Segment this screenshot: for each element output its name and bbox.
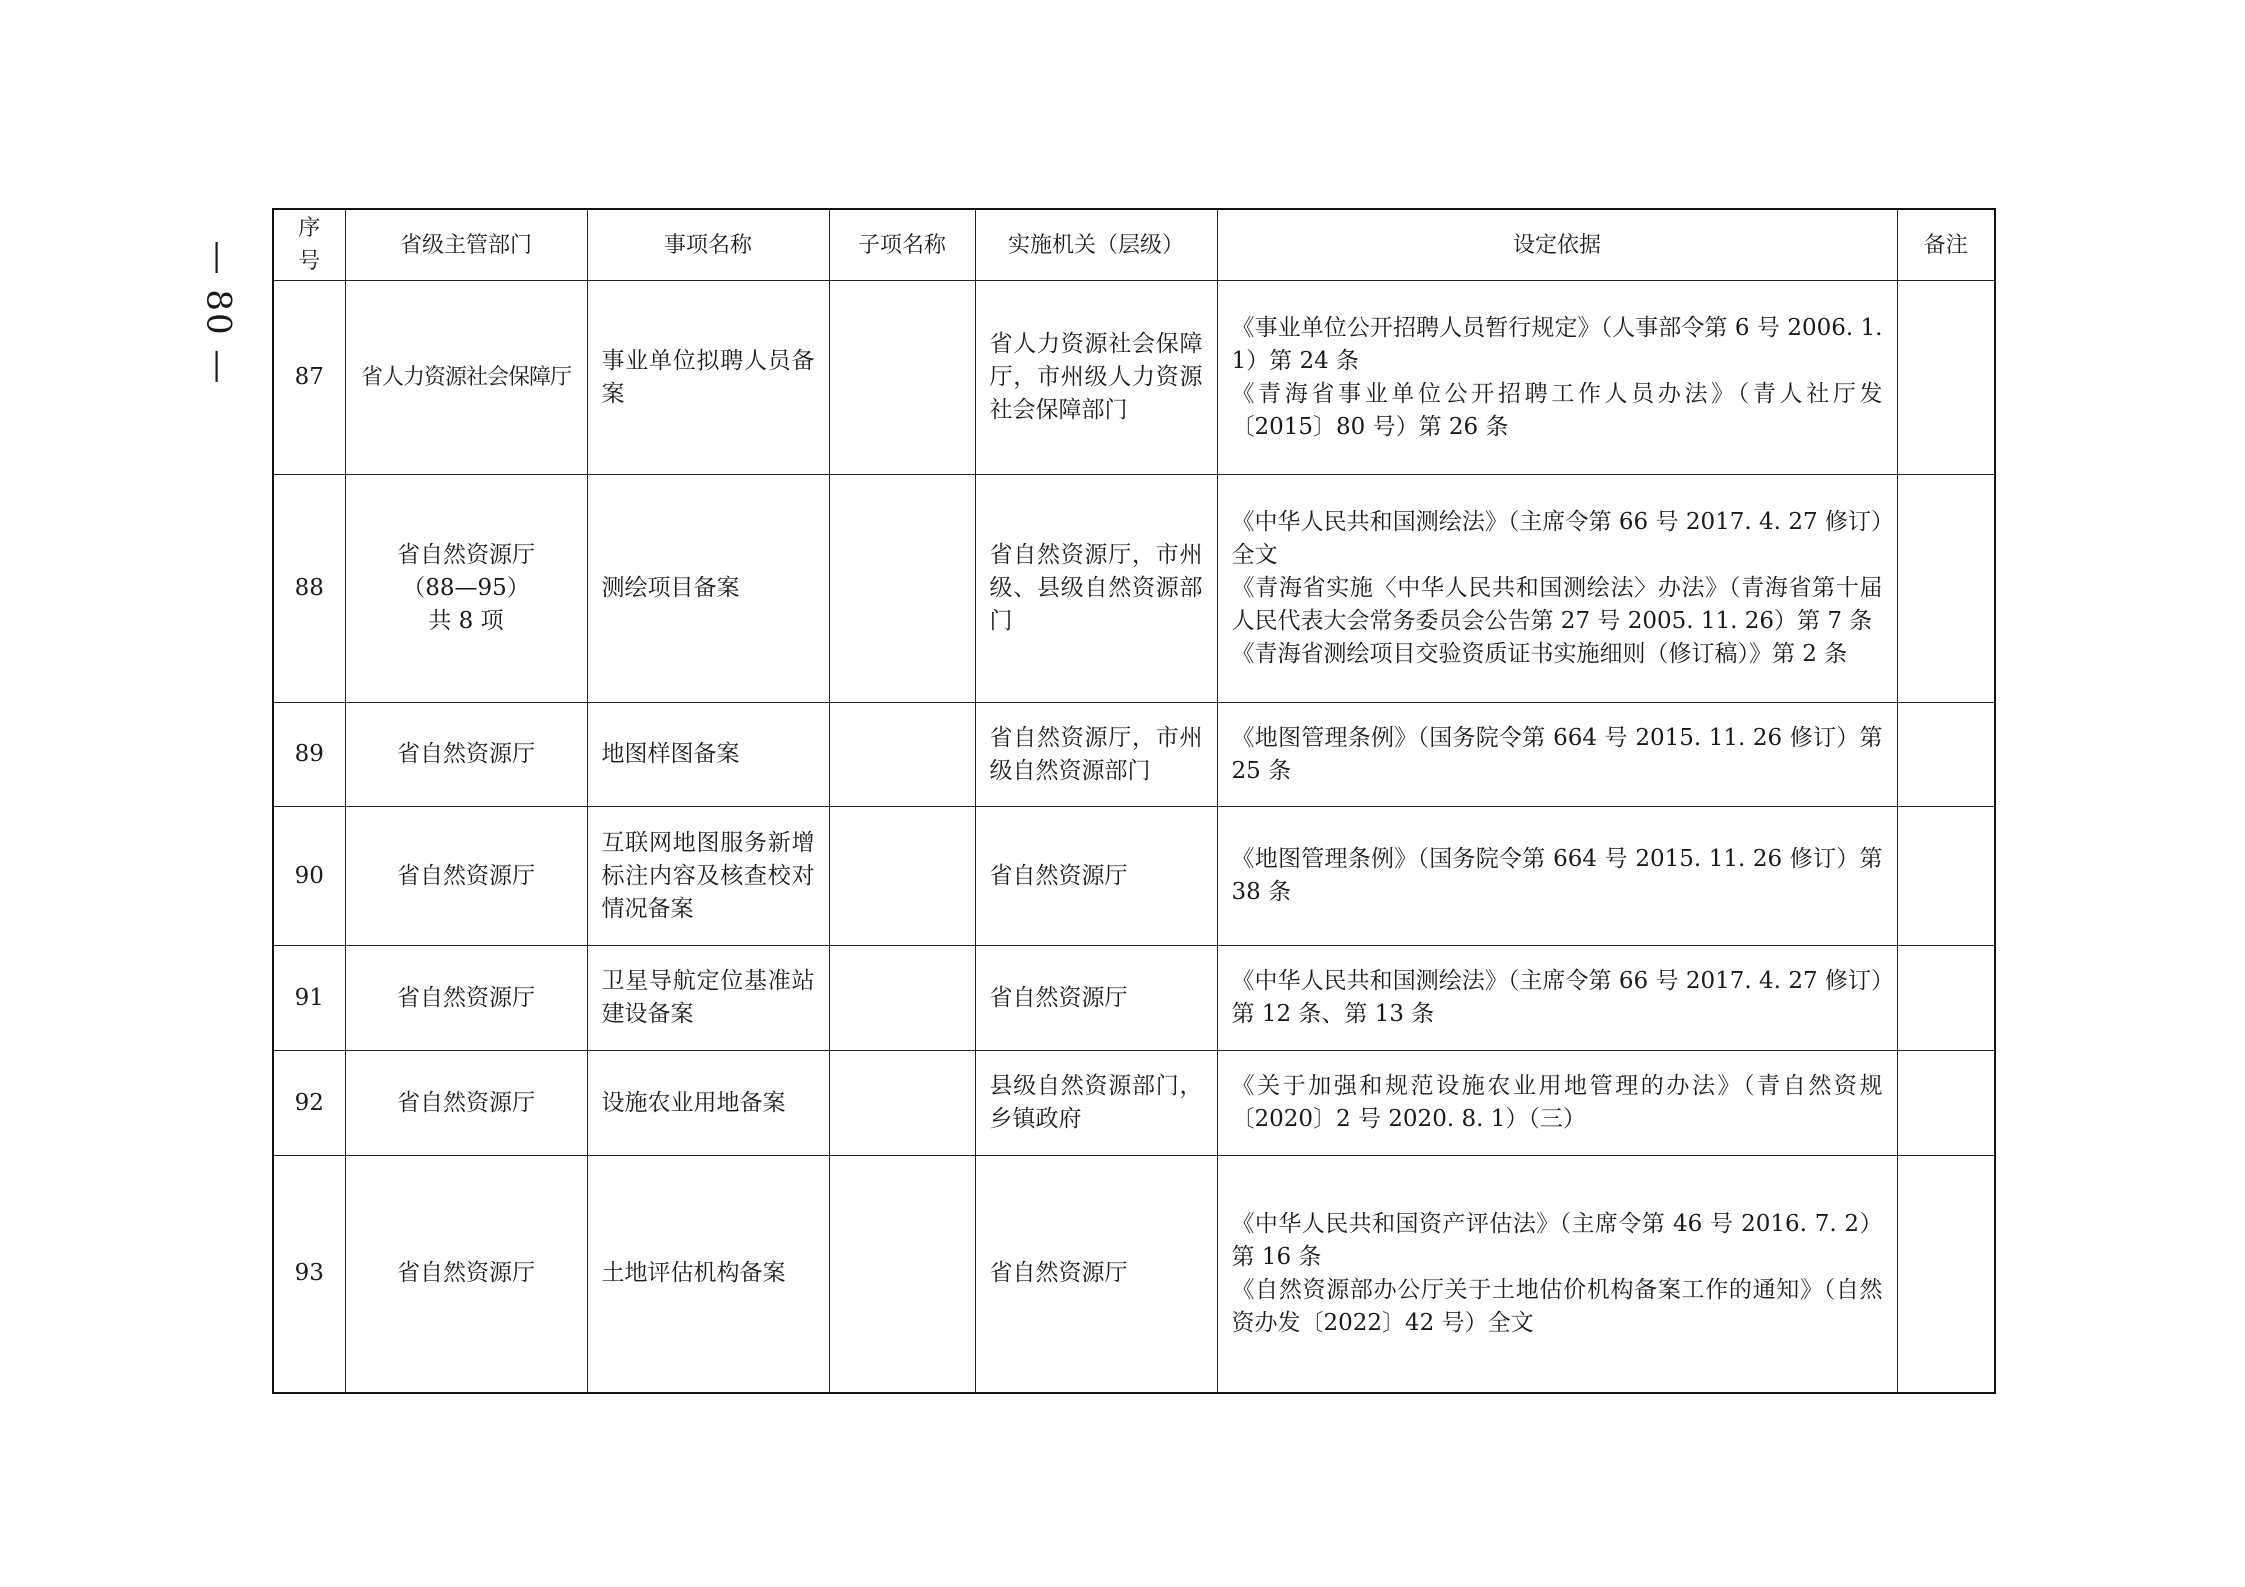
agency-cell: 省人力资源社会保障厅，市州级人力资源社会保障部门 <box>975 281 1217 475</box>
page-number: — 80 — <box>198 240 239 386</box>
header-cell: 子项名称 <box>829 209 975 281</box>
note-cell <box>1897 281 1995 475</box>
table-row <box>273 281 1995 475</box>
row-number: 91 <box>273 946 345 1051</box>
basis-cell: 《事业单位公开招聘人员暂行规定》（人事部令第 6 号 2006. 1. 1）第 24 条 《青海省事业单位公开招聘工作人员办法》（青人社厅发〔2015〕80 号）第 26 条 <box>1217 281 1897 475</box>
item-name-cell: 事业单位拟聘人员备案 <box>587 281 829 475</box>
agency-cell: 省自然资源厅，市州级、县级自然资源部门 <box>975 475 1217 703</box>
basis-cell: 《关于加强和规范设施农业用地管理的办法》（青自然资规〔2020〕2 号 2020. 8. 1）（三） <box>1217 1051 1897 1156</box>
sub-item-cell <box>829 807 975 946</box>
department-cell: 省人力资源社会保障厅 <box>345 281 587 475</box>
item-name-cell: 设施农业用地备案 <box>587 1051 829 1156</box>
table-row <box>273 475 1995 703</box>
header-cell: 事项名称 <box>587 209 829 281</box>
row-number: 93 <box>273 1156 345 1393</box>
department-cell: 省自然资源厅 <box>345 703 587 807</box>
header-cell: 序号 <box>273 209 345 281</box>
table-row <box>273 946 1995 1051</box>
basis-cell: 《地图管理条例》（国务院令第 664 号 2015. 11. 26 修订）第 25 条 <box>1217 703 1897 807</box>
department-cell: 省自然资源厅 <box>345 946 587 1051</box>
table-row <box>273 703 1995 807</box>
header-cell: 省级主管部门 <box>345 209 587 281</box>
sub-item-cell <box>829 703 975 807</box>
department-cell: 省自然资源厅 <box>345 1051 587 1156</box>
agency-cell: 省自然资源厅 <box>975 1156 1217 1393</box>
sub-item-cell <box>829 946 975 1051</box>
agency-cell: 县级自然资源部门，乡镇政府 <box>975 1051 1217 1156</box>
table-header-row <box>273 209 1995 281</box>
note-cell <box>1897 1051 1995 1156</box>
sub-item-cell <box>829 281 975 475</box>
item-name-cell: 地图样图备案 <box>587 703 829 807</box>
note-cell <box>1897 807 1995 946</box>
agency-cell: 省自然资源厅，市州级自然资源部门 <box>975 703 1217 807</box>
note-cell <box>1897 703 1995 807</box>
header-cell: 设定依据 <box>1217 209 1897 281</box>
item-name-cell: 土地评估机构备案 <box>587 1156 829 1393</box>
department-cell: 省自然资源厅 （88—95） 共 8 项 <box>345 475 587 703</box>
row-number: 92 <box>273 1051 345 1156</box>
basis-cell: 《中华人民共和国测绘法》（主席令第 66 号 2017. 4. 27 修订）第 12 条、第 13 条 <box>1217 946 1897 1051</box>
basis-cell: 《中华人民共和国资产评估法》（主席令第 46 号 2016. 7. 2）第 16 条 《自然资源部办公厅关于土地估价机构备案工作的通知》（自然资办发〔2022〕42 号）全文 <box>1217 1156 1897 1393</box>
item-name-cell: 卫星导航定位基准站建设备案 <box>587 946 829 1051</box>
agency-cell: 省自然资源厅 <box>975 807 1217 946</box>
item-name-cell: 互联网地图服务新增标注内容及核查校对情况备案 <box>587 807 829 946</box>
note-cell <box>1897 475 1995 703</box>
department-cell: 省自然资源厅 <box>345 1156 587 1393</box>
items-table <box>272 208 1996 1394</box>
note-cell <box>1897 946 1995 1051</box>
row-number: 88 <box>273 475 345 703</box>
table-row <box>273 1051 1995 1156</box>
basis-cell: 《地图管理条例》（国务院令第 664 号 2015. 11. 26 修订）第 38 条 <box>1217 807 1897 946</box>
header-cell: 实施机关（层级） <box>975 209 1217 281</box>
header-cell: 备注 <box>1897 209 1995 281</box>
basis-cell: 《中华人民共和国测绘法》（主席令第 66 号 2017. 4. 27 修订）全文 《青海省实施〈中华人民共和国测绘法〉办法》（青海省第十届人民代表大会常务委员会公告第 27 号 2005. 11. 26）第 7 条 《青海省测绘项目交验资质证书实施细则（修订稿）》第 2 条 <box>1217 475 1897 703</box>
table-row <box>273 1156 1995 1393</box>
note-cell <box>1897 1156 1995 1393</box>
item-name-cell: 测绘项目备案 <box>587 475 829 703</box>
sub-item-cell <box>829 1051 975 1156</box>
sub-item-cell <box>829 475 975 703</box>
row-number: 90 <box>273 807 345 946</box>
table-row <box>273 807 1995 946</box>
row-number: 89 <box>273 703 345 807</box>
sub-item-cell <box>829 1156 975 1393</box>
row-number: 87 <box>273 281 345 475</box>
agency-cell: 省自然资源厅 <box>975 946 1217 1051</box>
department-cell: 省自然资源厅 <box>345 807 587 946</box>
